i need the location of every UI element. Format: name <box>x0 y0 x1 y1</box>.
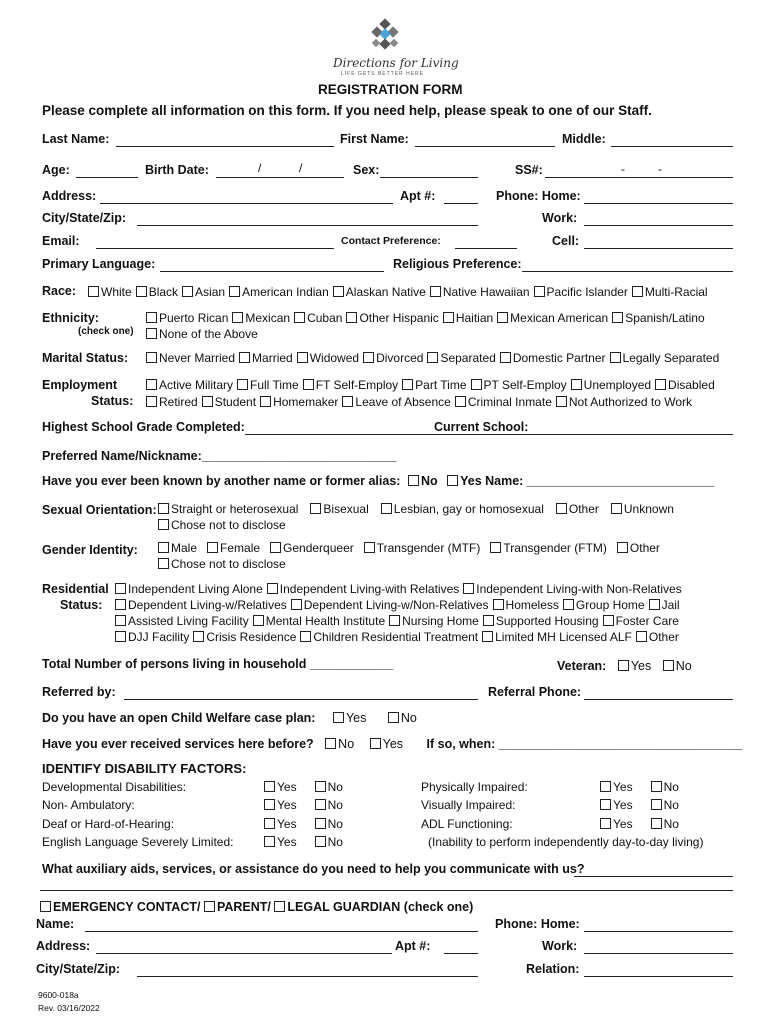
residential-row <box>115 630 683 644</box>
emergency-address-label: Address: <box>36 939 91 953</box>
checkbox[interactable] <box>260 396 271 407</box>
marital-label: Marital Status: <box>42 351 129 365</box>
residential-row <box>115 582 686 596</box>
checkbox[interactable] <box>315 836 326 847</box>
veteran-no: No <box>675 659 692 673</box>
disability-left-item: Non- Ambulatory: <box>42 798 135 812</box>
disability-right-item: Visually Impaired: <box>421 798 516 812</box>
work-label: Work: <box>542 211 578 225</box>
orientation-option[interactable]: Bisexual <box>310 502 368 516</box>
logo-tagline: LIFE GETS BETTER HERE <box>341 71 424 77</box>
checkbox[interactable] <box>253 615 264 626</box>
emergency-relation-field[interactable] <box>584 976 733 977</box>
marital-option[interactable]: Separated <box>427 351 495 365</box>
checkbox[interactable] <box>291 599 302 610</box>
checkbox[interactable] <box>617 542 628 553</box>
ethnicity-label: Ethnicity: <box>42 311 99 325</box>
first-name-label: First Name: <box>340 132 409 146</box>
checkbox[interactable] <box>202 396 213 407</box>
last-name-label: Last Name: <box>42 132 110 146</box>
checkbox[interactable] <box>146 352 157 363</box>
checkbox[interactable] <box>611 503 622 514</box>
race-option[interactable]: Asian <box>182 285 225 299</box>
residential-option[interactable]: Assisted Living Facility <box>115 614 249 628</box>
emergency-relation-label: Relation: <box>526 962 580 976</box>
residential-option[interactable]: Foster Care <box>603 614 679 628</box>
residential-option[interactable]: Independent Living-with Relatives <box>267 582 459 596</box>
checkbox[interactable] <box>402 379 413 390</box>
sexual-orientation-label: Sexual Orientation: <box>42 503 157 517</box>
checkbox[interactable] <box>455 396 466 407</box>
ethnicity-option[interactable]: Mexican <box>232 311 290 325</box>
checkbox[interactable] <box>447 475 458 486</box>
checkbox[interactable] <box>600 818 611 829</box>
residential-option[interactable]: Dependent Living-w/Non-Relatives <box>291 598 489 612</box>
checkbox[interactable] <box>158 542 169 553</box>
checkbox[interactable] <box>443 312 454 323</box>
checkbox[interactable] <box>40 901 51 912</box>
referral-phone-field[interactable] <box>584 699 733 700</box>
race-option[interactable]: Alaskan Native <box>333 285 426 299</box>
residential-option[interactable]: Children Residential Treatment <box>300 630 478 644</box>
referred-by-field[interactable] <box>124 699 478 700</box>
religious-pref-label: Religious Preference: <box>393 257 522 271</box>
gender-label: Gender Identity: <box>42 543 138 557</box>
sexual-orientation-options <box>158 502 678 516</box>
aux-answer-field-2[interactable] <box>40 890 733 891</box>
city-state-zip-label: City/State/Zip: <box>42 211 127 225</box>
checkbox[interactable] <box>556 396 567 407</box>
residential-row <box>115 614 683 628</box>
services-before-yes: Yes <box>382 737 404 751</box>
services-before-no: No <box>338 737 355 751</box>
emergency-name-field[interactable] <box>85 931 478 932</box>
ethnicity-option[interactable]: Other Hispanic <box>346 311 438 325</box>
checkbox[interactable] <box>612 312 623 323</box>
residential-option[interactable]: Homeless <box>493 598 559 612</box>
disability-yes-no: Yes No <box>264 817 343 831</box>
ethnicity-option[interactable]: Puerto Rican <box>146 311 228 325</box>
emergency-work-label: Work: <box>542 939 578 953</box>
alias-row <box>42 474 715 488</box>
residential-option[interactable]: Dependent Living-w/Relatives <box>115 598 287 612</box>
referral-phone-label: Referral Phone: <box>488 685 582 699</box>
emergency-address-field[interactable] <box>96 953 392 954</box>
checkbox[interactable] <box>363 352 374 363</box>
checkbox[interactable] <box>471 379 482 390</box>
veteran-row <box>557 659 692 673</box>
address-label: Address: <box>42 189 97 203</box>
emergency-phone-field[interactable] <box>584 931 733 932</box>
disability-right-item: ADL Functioning: <box>421 817 513 831</box>
emergency-apt-label: Apt #: <box>395 939 431 953</box>
checkbox[interactable] <box>381 503 392 514</box>
checkbox[interactable] <box>534 286 545 297</box>
marital-option[interactable]: Divorced <box>363 351 423 365</box>
checkbox[interactable] <box>333 712 344 723</box>
logo-icon <box>367 18 407 54</box>
veteran-yes: Yes <box>630 659 652 673</box>
checkbox[interactable] <box>315 799 326 810</box>
checkbox[interactable] <box>346 312 357 323</box>
checkbox[interactable] <box>325 738 336 749</box>
checkbox[interactable] <box>655 379 666 390</box>
first-name-field[interactable] <box>415 146 555 147</box>
checkbox[interactable] <box>490 542 501 553</box>
checkbox[interactable] <box>115 631 126 642</box>
checkbox[interactable] <box>146 396 157 407</box>
disability-right-note: (Inability to perform independently day-to-day living) <box>428 835 704 849</box>
checkbox[interactable] <box>207 542 218 553</box>
residential-option[interactable]: Independent Living Alone <box>115 582 263 596</box>
work-field[interactable] <box>584 225 733 226</box>
residential-option[interactable]: Mental Health Institute <box>253 614 385 628</box>
contact-pref-field[interactable] <box>455 248 517 249</box>
residential-option[interactable]: Jail <box>649 598 680 612</box>
disability-left-item: Developmental Disabilities: <box>42 780 187 794</box>
address-field[interactable] <box>100 203 393 204</box>
race-option[interactable]: Multi-Racial <box>632 285 708 299</box>
checkbox[interactable] <box>229 286 240 297</box>
checkbox[interactable] <box>146 328 157 339</box>
alias-yes: Yes Name: ___________________________ <box>460 474 715 488</box>
last-name-field[interactable] <box>116 146 334 147</box>
disability-yes-no: Yes No <box>600 817 679 831</box>
employment-option[interactable]: Unemployed <box>571 378 651 392</box>
employment-option[interactable]: Not Authorized to Work <box>556 395 692 409</box>
checkbox[interactable] <box>115 583 126 594</box>
employment-label: Employment <box>42 378 118 392</box>
checkbox[interactable] <box>482 631 493 642</box>
checkbox[interactable] <box>264 781 275 792</box>
checkbox[interactable] <box>342 396 353 407</box>
school-grade-label: Highest School Grade Completed: <box>42 420 245 434</box>
cell-label: Cell: <box>552 234 580 248</box>
employment-options-2 <box>146 395 696 409</box>
residential-status-label: Status: <box>60 598 103 612</box>
disability-yes-no: Yes No <box>600 780 679 794</box>
checkbox[interactable] <box>618 660 629 671</box>
city-state-zip-field[interactable] <box>137 225 478 226</box>
emergency-city-label: City/State/Zip: <box>36 962 121 976</box>
ethnicity-options-2 <box>146 327 262 341</box>
religious-pref-field[interactable] <box>522 271 733 272</box>
checkbox[interactable] <box>193 631 204 642</box>
form-title: REGISTRATION FORM <box>318 82 463 97</box>
marital-option[interactable]: Legally Separated <box>610 351 720 365</box>
employment-option[interactable]: PT Self-Employ <box>471 378 567 392</box>
residential-option[interactable]: Nursing Home <box>389 614 479 628</box>
checkbox[interactable] <box>264 799 275 810</box>
employment-option[interactable]: Homemaker <box>260 395 338 409</box>
checkbox[interactable] <box>315 781 326 792</box>
checkbox[interactable] <box>649 599 660 610</box>
disability-yes-no: Yes No <box>264 780 343 794</box>
checkbox[interactable] <box>158 503 169 514</box>
residential-option[interactable]: Crisis Residence <box>193 630 296 644</box>
checkbox[interactable] <box>88 286 99 297</box>
sex-label: Sex: <box>353 163 380 177</box>
residential-option[interactable]: Supported Housing <box>483 614 599 628</box>
alias-no: No <box>420 474 438 488</box>
disability-yes-no: Yes No <box>264 798 343 812</box>
services-before-question: Have you ever received services here before? <box>42 737 314 751</box>
contact-pref-label: Contact Preference: <box>341 235 441 247</box>
checkbox[interactable] <box>556 503 567 514</box>
race-option[interactable]: Pacific Islander <box>534 285 628 299</box>
household-label: Total Number of persons living in household ____________ <box>42 657 394 671</box>
services-before-when: If so, when: ___________________________________ <box>426 737 743 751</box>
checkbox[interactable] <box>310 503 321 514</box>
residential-row <box>115 598 684 612</box>
email-label: Email: <box>42 234 80 248</box>
checkbox[interactable] <box>500 352 511 363</box>
checkbox[interactable] <box>493 599 504 610</box>
form-revision: Rev. 03/16/2022 <box>38 1003 100 1013</box>
checkbox[interactable] <box>270 542 281 553</box>
age-label: Age: <box>42 163 70 177</box>
checkbox[interactable] <box>297 352 308 363</box>
checkbox[interactable] <box>600 799 611 810</box>
gender-option[interactable]: Genderqueer <box>270 541 354 555</box>
checkbox[interactable] <box>146 312 157 323</box>
orientation-option[interactable]: Straight or heterosexual <box>158 502 298 516</box>
gender-option[interactable]: Female <box>207 541 260 555</box>
employment-option[interactable]: Retired <box>146 395 198 409</box>
ssn-label: SS#: <box>515 163 543 177</box>
checkbox[interactable] <box>463 583 474 594</box>
checkbox[interactable] <box>388 712 399 723</box>
birth-date-field[interactable] <box>216 177 344 178</box>
emergency-name-label: Name: <box>36 917 75 931</box>
checkbox[interactable] <box>632 286 643 297</box>
emergency-work-field[interactable] <box>584 953 733 954</box>
ethnicity-option[interactable]: Spanish/Latino <box>612 311 704 325</box>
checkbox[interactable] <box>274 901 285 912</box>
disability-yes-no: Yes No <box>600 798 679 812</box>
sex-field[interactable] <box>380 177 478 178</box>
checkbox[interactable] <box>563 599 574 610</box>
race-option[interactable]: American Indian <box>229 285 329 299</box>
alias-question: Have you ever been known by another name or former alias: <box>42 474 401 488</box>
checkbox[interactable] <box>204 901 215 912</box>
orientation-option[interactable]: Lesbian, gay or homosexual <box>381 502 544 516</box>
child-welfare-question: Do you have an open Child Welfare case plan: <box>42 711 316 725</box>
checkbox[interactable] <box>294 312 305 323</box>
emergency-apt-field[interactable] <box>444 953 478 954</box>
checkbox[interactable] <box>158 519 169 530</box>
employment-option[interactable]: Part Time <box>402 378 466 392</box>
disability-yes-no: Yes No <box>264 835 343 849</box>
employment-option[interactable]: Leave of Absence <box>342 395 450 409</box>
school-grade-field[interactable] <box>245 434 733 435</box>
ethnicity-option[interactable]: Mexican American <box>497 311 608 325</box>
checkbox[interactable] <box>364 542 375 553</box>
marital-option[interactable]: Widowed <box>297 351 359 365</box>
employment-option[interactable]: Student <box>202 395 256 409</box>
primary-language-label: Primary Language: <box>42 257 156 271</box>
checkbox[interactable] <box>651 781 662 792</box>
email-field[interactable] <box>96 248 334 249</box>
checkbox[interactable] <box>497 312 508 323</box>
residential-label: Residential <box>42 582 109 596</box>
child-welfare-yes: Yes <box>345 711 367 725</box>
sexual-orientation-options-2 <box>158 518 290 532</box>
gender-option[interactable]: Chose not to disclose <box>158 557 286 571</box>
checkbox[interactable] <box>370 738 381 749</box>
employment-option[interactable]: Criminal Inmate <box>455 395 552 409</box>
gender-options-2 <box>158 557 290 571</box>
checkbox[interactable] <box>315 818 326 829</box>
ssn-dash: - <box>621 162 625 176</box>
emergency-heading: EMERGENCY CONTACT/ PARENT/ LEGAL GUARDIAN (check one) <box>40 900 473 914</box>
employment-options <box>146 378 719 392</box>
checkbox[interactable] <box>146 379 157 390</box>
checkbox[interactable] <box>300 631 311 642</box>
employment-option[interactable]: FT Self-Employ <box>303 378 398 392</box>
middle-label: Middle: <box>562 132 606 146</box>
checkbox[interactable] <box>333 286 344 297</box>
ssn-dash: - <box>658 162 662 176</box>
race-options <box>88 285 712 299</box>
checkbox[interactable] <box>610 352 621 363</box>
ethnicity-option[interactable]: Haitian <box>443 311 493 325</box>
marital-options <box>146 351 723 365</box>
employment-status-label: Status: <box>91 394 134 408</box>
ethnicity-note: (check one) <box>78 326 134 337</box>
services-before-row <box>42 737 742 751</box>
birth-date-slash: / <box>258 161 262 175</box>
marital-option[interactable]: Domestic Partner <box>500 351 606 365</box>
checkbox[interactable] <box>483 615 494 626</box>
child-welfare-no: No <box>400 711 417 725</box>
residential-option[interactable]: Limited MH Licensed ALF <box>482 630 632 644</box>
checkbox[interactable] <box>651 799 662 810</box>
checkbox[interactable] <box>408 475 419 486</box>
checkbox[interactable] <box>663 660 674 671</box>
gender-option[interactable]: Male <box>158 541 197 555</box>
referred-by-label: Referred by: <box>42 685 116 699</box>
race-option[interactable]: White <box>88 285 132 299</box>
checkbox[interactable] <box>427 352 438 363</box>
checkbox[interactable] <box>600 781 611 792</box>
checkbox[interactable] <box>264 836 275 847</box>
checkbox[interactable] <box>182 286 193 297</box>
race-label: Race: <box>42 284 77 298</box>
ethnicity-option[interactable]: Cuban <box>294 311 342 325</box>
gender-option[interactable]: Transgender (FTM) <box>490 541 607 555</box>
checkbox[interactable] <box>571 379 582 390</box>
primary-language-field[interactable] <box>160 271 384 272</box>
emergency-city-field[interactable] <box>137 976 478 977</box>
orientation-option[interactable]: Chose not to disclose <box>158 518 286 532</box>
gender-options <box>158 541 664 555</box>
ssn-field[interactable] <box>545 177 733 178</box>
residential-option[interactable]: Other <box>636 630 679 644</box>
phone-home-field[interactable] <box>584 203 733 204</box>
logo-name: Directions for Living <box>333 56 459 70</box>
preferred-name: Preferred Name/Nickname:____________________________ <box>42 449 397 463</box>
aux-answer-field[interactable] <box>574 876 733 877</box>
residential-option[interactable]: Group Home <box>563 598 645 612</box>
current-school-label: Current School: <box>434 420 529 434</box>
ethnicity-option[interactable]: None of the Above <box>146 327 258 341</box>
form-code: 9600-018a <box>38 990 79 1000</box>
employment-option[interactable]: Full Time <box>237 378 299 392</box>
child-welfare-row <box>42 711 417 725</box>
orientation-option[interactable]: Other <box>556 502 599 516</box>
marital-option[interactable]: Married <box>239 351 293 365</box>
checkbox[interactable] <box>389 615 400 626</box>
checkbox[interactable] <box>651 818 662 829</box>
apt-field[interactable] <box>444 203 478 204</box>
residential-option[interactable]: DJJ Facility <box>115 630 189 644</box>
age-field[interactable] <box>76 177 138 178</box>
gender-option[interactable]: Other <box>617 541 660 555</box>
veteran-label: Veteran: <box>557 659 607 673</box>
residential-option[interactable]: Independent Living-with Non-Relatives <box>463 582 681 596</box>
checkbox[interactable] <box>267 583 278 594</box>
disability-left-item: Deaf or Hard-of-Hearing: <box>42 817 175 831</box>
checkbox[interactable] <box>115 599 126 610</box>
birth-date-label: Birth Date: <box>145 163 209 177</box>
race-option[interactable]: Black <box>136 285 178 299</box>
checkbox[interactable] <box>237 379 248 390</box>
logo <box>333 18 459 78</box>
employment-option[interactable]: Disabled <box>655 378 715 392</box>
apt-label: Apt #: <box>400 189 436 203</box>
marital-option[interactable]: Never Married <box>146 351 235 365</box>
checkbox[interactable] <box>115 615 126 626</box>
birth-date-slash: / <box>299 161 303 175</box>
emergency-phone-label: Phone: Home: <box>495 917 580 931</box>
checkbox[interactable] <box>303 379 314 390</box>
race-option[interactable]: Native Hawaiian <box>430 285 530 299</box>
middle-field[interactable] <box>611 146 733 147</box>
checkbox[interactable] <box>636 631 647 642</box>
phone-home-label: Phone: Home: <box>496 189 581 203</box>
orientation-option[interactable]: Unknown <box>611 502 674 516</box>
employment-option[interactable]: Active Military <box>146 378 233 392</box>
disability-heading: IDENTIFY DISABILITY FACTORS: <box>42 761 247 776</box>
disability-right-item: Physically Impaired: <box>421 780 528 794</box>
checkbox[interactable] <box>603 615 614 626</box>
checkbox[interactable] <box>239 352 250 363</box>
checkbox[interactable] <box>232 312 243 323</box>
checkbox[interactable] <box>136 286 147 297</box>
ethnicity-options <box>146 311 709 325</box>
checkbox[interactable] <box>158 558 169 569</box>
cell-field[interactable] <box>584 248 733 249</box>
aux-question: What auxiliary aids, services, or assistance do you need to help you communicate with us? <box>42 862 585 876</box>
disability-left-item: English Language Severely Limited: <box>42 835 234 849</box>
checkbox[interactable] <box>430 286 441 297</box>
instructions: Please complete all information on this form. If you need help, please speak to one of our Staff. <box>42 103 652 118</box>
gender-option[interactable]: Transgender (MTF) <box>364 541 481 555</box>
checkbox[interactable] <box>264 818 275 829</box>
